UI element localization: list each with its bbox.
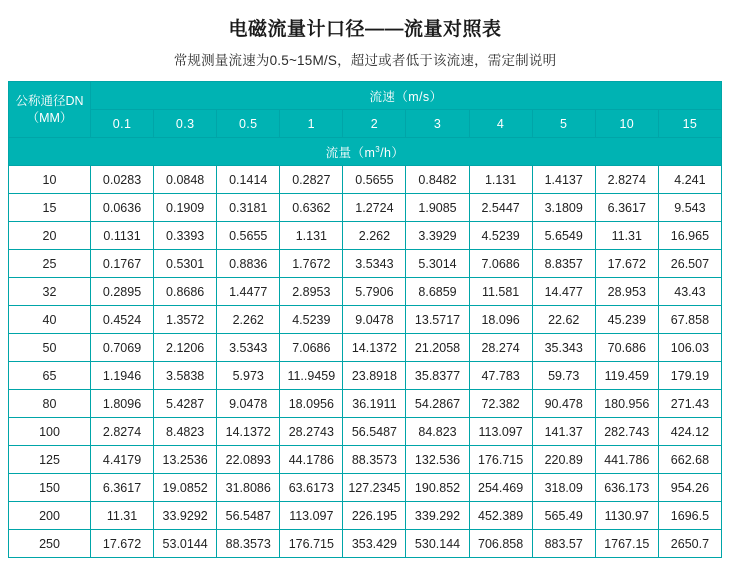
cell-value: 1.4477 xyxy=(217,278,280,306)
cell-value: 1130.97 xyxy=(595,502,658,530)
cell-value: 9.543 xyxy=(658,194,721,222)
cell-value: 353.429 xyxy=(343,530,406,558)
header-speed-5: 3 xyxy=(406,110,469,138)
cell-value: 113.097 xyxy=(280,502,343,530)
cell-value: 36.1911 xyxy=(343,390,406,418)
cell-value: 2.262 xyxy=(217,306,280,334)
cell-value: 11.31 xyxy=(91,502,154,530)
cell-value: 1.7672 xyxy=(280,250,343,278)
cell-value: 954.26 xyxy=(658,474,721,502)
header-cell-dn xyxy=(9,82,91,138)
table-row xyxy=(9,166,722,194)
table-header-row-speed-values xyxy=(9,110,722,138)
cell-value: 565.49 xyxy=(532,502,595,530)
cell-value: 56.5487 xyxy=(217,502,280,530)
cell-value: 3.1809 xyxy=(532,194,595,222)
cell-value: 28.953 xyxy=(595,278,658,306)
cell-dn: 250 xyxy=(9,530,91,558)
header-speed-2: 0.5 xyxy=(217,110,280,138)
cell-value: 63.6173 xyxy=(280,474,343,502)
cell-value: 0.1414 xyxy=(217,166,280,194)
cell-value: 452.389 xyxy=(469,502,532,530)
cell-value: 636.173 xyxy=(595,474,658,502)
header-speed-9: 15 xyxy=(658,110,721,138)
cell-value: 2.1206 xyxy=(154,334,217,362)
header-speed-8: 10 xyxy=(595,110,658,138)
cell-value: 1.8096 xyxy=(91,390,154,418)
cell-value: 8.6859 xyxy=(406,278,469,306)
cell-value: 28.274 xyxy=(469,334,532,362)
cell-value: 2650.7 xyxy=(658,530,721,558)
cell-value: 67.858 xyxy=(658,306,721,334)
cell-value: 1.3572 xyxy=(154,306,217,334)
cell-value: 28.2743 xyxy=(280,418,343,446)
table-row xyxy=(9,390,722,418)
cell-value: 47.783 xyxy=(469,362,532,390)
cell-value: 11..9459 xyxy=(280,362,343,390)
cell-value: 318.09 xyxy=(532,474,595,502)
cell-value: 5.6549 xyxy=(532,222,595,250)
cell-value: 0.3393 xyxy=(154,222,217,250)
cell-value: 8.8357 xyxy=(532,250,595,278)
cell-value: 282.743 xyxy=(595,418,658,446)
cell-value: 3.5343 xyxy=(343,250,406,278)
cell-value: 1767.15 xyxy=(595,530,658,558)
cell-value: 2.8274 xyxy=(91,418,154,446)
cell-value: 11.581 xyxy=(469,278,532,306)
cell-value: 5.4287 xyxy=(154,390,217,418)
cell-value: 22.0893 xyxy=(217,446,280,474)
cell-dn: 25 xyxy=(9,250,91,278)
cell-value: 7.0686 xyxy=(469,250,532,278)
cell-value: 0.8482 xyxy=(406,166,469,194)
table-row xyxy=(9,306,722,334)
cell-value: 88.3573 xyxy=(217,530,280,558)
table-row xyxy=(9,250,722,278)
table-row xyxy=(9,362,722,390)
cell-value: 70.686 xyxy=(595,334,658,362)
cell-value: 180.956 xyxy=(595,390,658,418)
cell-value: 0.5655 xyxy=(217,222,280,250)
cell-value: 220.89 xyxy=(532,446,595,474)
cell-value: 179.19 xyxy=(658,362,721,390)
cell-value: 43.43 xyxy=(658,278,721,306)
cell-value: 5.3014 xyxy=(406,250,469,278)
header-speed-3: 1 xyxy=(280,110,343,138)
cell-value: 44.1786 xyxy=(280,446,343,474)
cell-value: 19.0852 xyxy=(154,474,217,502)
cell-dn: 80 xyxy=(9,390,91,418)
cell-value: 13.2536 xyxy=(154,446,217,474)
cell-value: 1.9085 xyxy=(406,194,469,222)
cell-value: 0.1767 xyxy=(91,250,154,278)
cell-value: 0.8686 xyxy=(154,278,217,306)
flow-header-prefix: 流量（m xyxy=(325,145,376,160)
cell-dn: 40 xyxy=(9,306,91,334)
cell-value: 5.7906 xyxy=(343,278,406,306)
cell-dn: 150 xyxy=(9,474,91,502)
cell-value: 13.5717 xyxy=(406,306,469,334)
cell-value: 226.195 xyxy=(343,502,406,530)
header-cell-flow xyxy=(9,138,722,166)
table-row xyxy=(9,446,722,474)
cell-value: 271.43 xyxy=(658,390,721,418)
cell-value: 53.0144 xyxy=(154,530,217,558)
cell-value: 9.0478 xyxy=(343,306,406,334)
cell-value: 1.2724 xyxy=(343,194,406,222)
cell-value: 11.31 xyxy=(595,222,658,250)
cell-value: 4.5239 xyxy=(280,306,343,334)
cell-value: 2.8953 xyxy=(280,278,343,306)
header-speed-4: 2 xyxy=(343,110,406,138)
cell-value: 8.4823 xyxy=(154,418,217,446)
header-speed-7: 5 xyxy=(532,110,595,138)
cell-value: 0.6362 xyxy=(280,194,343,222)
page-title: 电磁流量计口径——流量对照表 xyxy=(228,19,502,40)
cell-value: 16.965 xyxy=(658,222,721,250)
cell-value: 132.536 xyxy=(406,446,469,474)
cell-value: 0.0636 xyxy=(91,194,154,222)
cell-value: 2.8274 xyxy=(595,166,658,194)
table-row xyxy=(9,502,722,530)
cell-value: 113.097 xyxy=(469,418,532,446)
cell-value: 1.1946 xyxy=(91,362,154,390)
cell-value: 18.096 xyxy=(469,306,532,334)
cell-dn: 65 xyxy=(9,362,91,390)
cell-value: 6.3617 xyxy=(91,474,154,502)
cell-value: 3.3929 xyxy=(406,222,469,250)
cell-value: 45.239 xyxy=(595,306,658,334)
cell-value: 90.478 xyxy=(532,390,595,418)
cell-value: 141.37 xyxy=(532,418,595,446)
cell-value: 35.8377 xyxy=(406,362,469,390)
cell-value: 54.2867 xyxy=(406,390,469,418)
cell-value: 1.4137 xyxy=(532,166,595,194)
cell-value: 119.459 xyxy=(595,362,658,390)
header-dn-line2: （MM） xyxy=(26,110,73,125)
header-speed-0: 0.1 xyxy=(91,110,154,138)
table-body xyxy=(9,82,722,558)
cell-value: 190.852 xyxy=(406,474,469,502)
cell-value: 441.786 xyxy=(595,446,658,474)
cell-value: 23.8918 xyxy=(343,362,406,390)
cell-value: 254.469 xyxy=(469,474,532,502)
cell-value: 5.973 xyxy=(217,362,280,390)
flow-comparison-table xyxy=(8,81,722,558)
cell-value: 176.715 xyxy=(280,530,343,558)
cell-value: 17.672 xyxy=(91,530,154,558)
cell-value: 0.3181 xyxy=(217,194,280,222)
cell-value: 9.0478 xyxy=(217,390,280,418)
cell-value: 56.5487 xyxy=(343,418,406,446)
cell-value: 1.131 xyxy=(469,166,532,194)
header-dn-line1: 公称通径DN xyxy=(15,93,84,108)
cell-value: 4.4179 xyxy=(91,446,154,474)
table-row xyxy=(9,278,722,306)
cell-value: 0.5301 xyxy=(154,250,217,278)
cell-value: 0.2827 xyxy=(280,166,343,194)
cell-value: 4.241 xyxy=(658,166,721,194)
cell-value: 17.672 xyxy=(595,250,658,278)
cell-value: 84.823 xyxy=(406,418,469,446)
cell-value: 14.1372 xyxy=(343,334,406,362)
table-row xyxy=(9,334,722,362)
cell-value: 14.477 xyxy=(532,278,595,306)
cell-value: 662.68 xyxy=(658,446,721,474)
cell-value: 106.03 xyxy=(658,334,721,362)
cell-value: 7.0686 xyxy=(280,334,343,362)
cell-value: 14.1372 xyxy=(217,418,280,446)
flow-header-sup: 3 xyxy=(375,144,381,154)
cell-dn: 10 xyxy=(9,166,91,194)
table-row xyxy=(9,222,722,250)
cell-value: 176.715 xyxy=(469,446,532,474)
table-row xyxy=(9,474,722,502)
header-speed-1: 0.3 xyxy=(154,110,217,138)
cell-value: 22.62 xyxy=(532,306,595,334)
table-row xyxy=(9,194,722,222)
cell-value: 18.0956 xyxy=(280,390,343,418)
cell-value: 0.2895 xyxy=(91,278,154,306)
cell-value: 21.2058 xyxy=(406,334,469,362)
cell-value: 33.9292 xyxy=(154,502,217,530)
cell-value: 883.57 xyxy=(532,530,595,558)
cell-dn: 125 xyxy=(9,446,91,474)
cell-value: 2.5447 xyxy=(469,194,532,222)
cell-value: 339.292 xyxy=(406,502,469,530)
header-cell-speed: 流速（m/s） xyxy=(91,82,722,110)
cell-value: 2.262 xyxy=(343,222,406,250)
cell-value: 0.0848 xyxy=(154,166,217,194)
cell-dn: 200 xyxy=(9,502,91,530)
cell-value: 26.507 xyxy=(658,250,721,278)
cell-value: 127.2345 xyxy=(343,474,406,502)
cell-dn: 20 xyxy=(9,222,91,250)
cell-value: 6.3617 xyxy=(595,194,658,222)
cell-value: 706.858 xyxy=(469,530,532,558)
cell-value: 72.382 xyxy=(469,390,532,418)
cell-value: 59.73 xyxy=(532,362,595,390)
header-speed-6: 4 xyxy=(469,110,532,138)
cell-value: 31.8086 xyxy=(217,474,280,502)
cell-value: 35.343 xyxy=(532,334,595,362)
cell-value: 530.144 xyxy=(406,530,469,558)
cell-value: 0.1131 xyxy=(91,222,154,250)
cell-value: 3.5343 xyxy=(217,334,280,362)
page-subtitle: 常规测量流速为0.5~15M/S，超过或者低于该流速，需定制说明 xyxy=(173,53,557,68)
cell-value: 424.12 xyxy=(658,418,721,446)
cell-dn: 15 xyxy=(9,194,91,222)
table-row xyxy=(9,418,722,446)
cell-value: 0.7069 xyxy=(91,334,154,362)
cell-dn: 100 xyxy=(9,418,91,446)
cell-value: 3.5838 xyxy=(154,362,217,390)
cell-value: 1696.5 xyxy=(658,502,721,530)
cell-value: 0.8836 xyxy=(217,250,280,278)
cell-value: 4.5239 xyxy=(469,222,532,250)
cell-dn: 50 xyxy=(9,334,91,362)
cell-value: 0.5655 xyxy=(343,166,406,194)
flow-header-suffix: /h） xyxy=(380,145,405,160)
cell-value: 0.4524 xyxy=(91,306,154,334)
cell-value: 88.3573 xyxy=(343,446,406,474)
table-header-row-speed xyxy=(9,82,722,110)
cell-value: 0.0283 xyxy=(91,166,154,194)
table-header-row-flow xyxy=(9,138,722,166)
cell-dn: 32 xyxy=(9,278,91,306)
cell-value: 0.1909 xyxy=(154,194,217,222)
table-row xyxy=(9,530,722,558)
cell-value: 1.131 xyxy=(280,222,343,250)
